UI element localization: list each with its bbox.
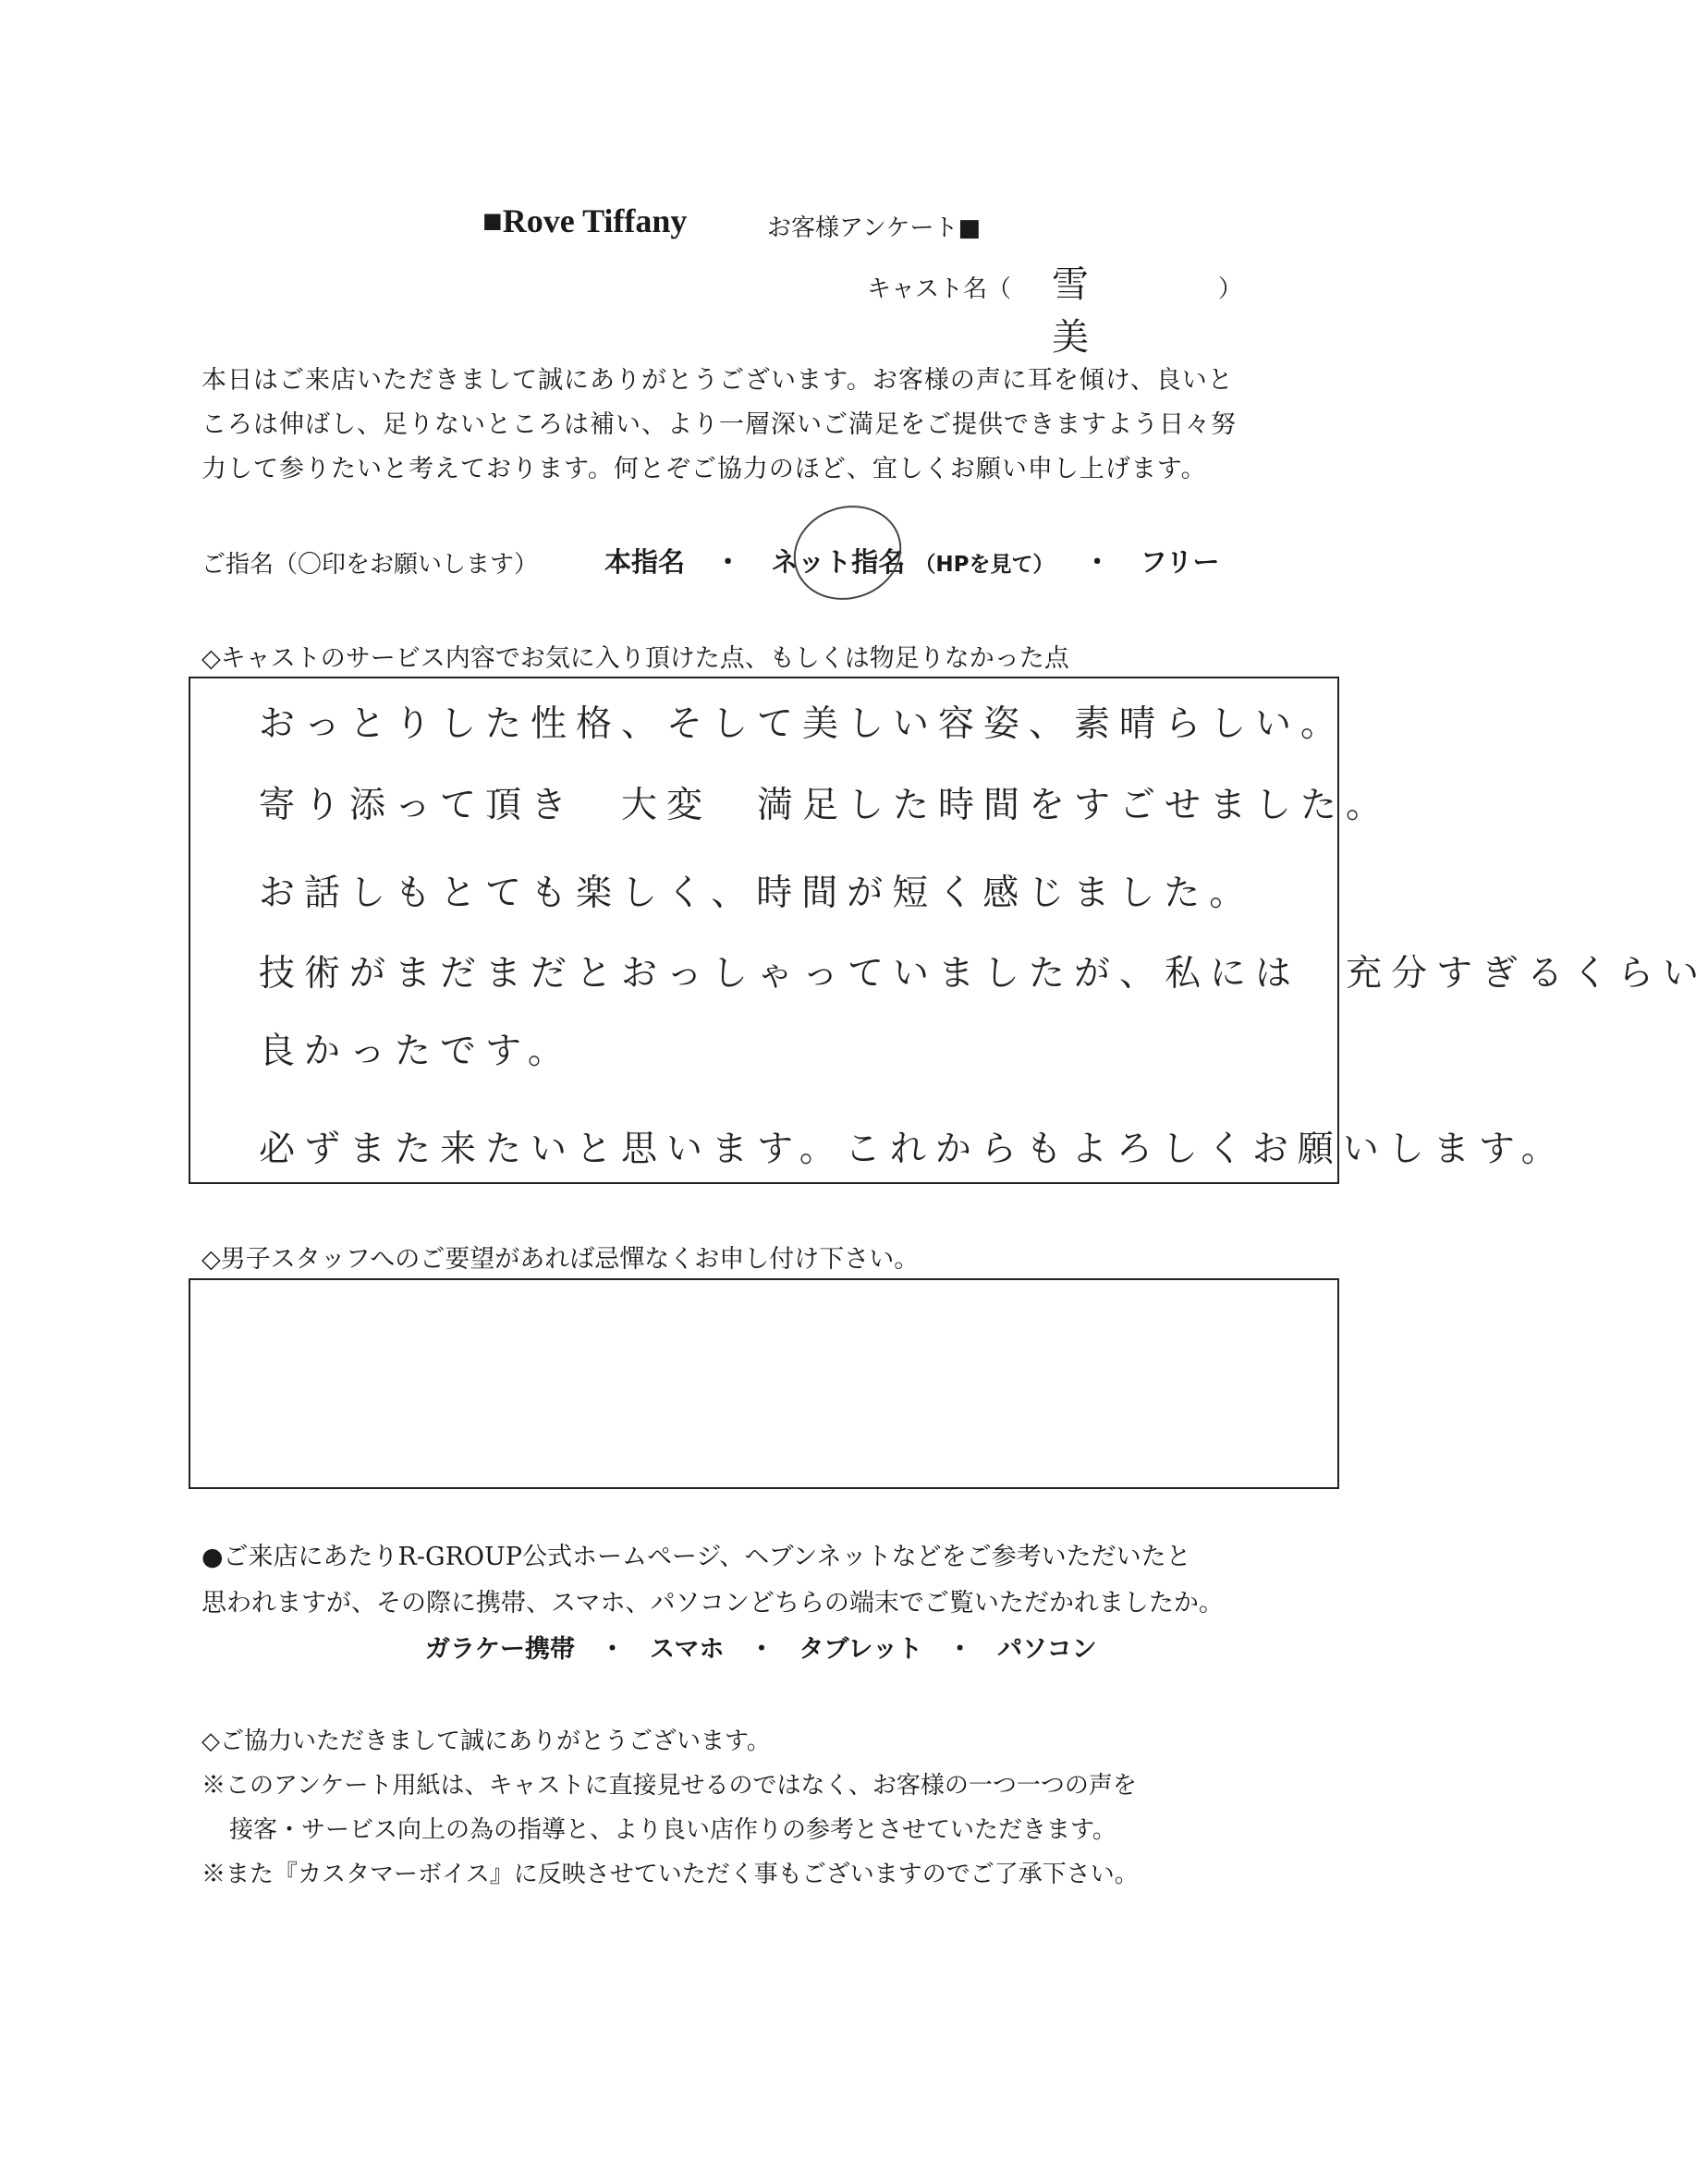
closing-line: 接客・サービス向上の為の指導と、より良い店作りの参考とさせていただきます。 (229, 1816, 1116, 1844)
survey-subtitle: お客様アンケート■ (767, 214, 982, 242)
option-honshimei: 本指名 (604, 546, 686, 578)
option-net-note: （HPを見て） (914, 553, 1055, 577)
handwritten-line: おっとりした性格、そして美しい容姿、素晴らしい。 (259, 703, 1347, 745)
closing-line: ※また『カスタマーボイス』に反映させていただく事もございますのでご了承下さい。 (201, 1861, 1139, 1888)
cast-name-label: キャスト名（ (867, 275, 1012, 303)
intro-line: 力して参りたいと考えております。何とぞご協力のほど、宜しくお願い申し上げます。 (201, 455, 1207, 483)
handwritten-line: お話しもとても楽しく、時間が短く感じました。 (259, 873, 1255, 914)
brand-title: ■Rove Tiffany (482, 202, 688, 239)
closing-line: ◇ご協力いただきまして誠にありがとうございます。 (201, 1728, 771, 1755)
cast-name-handwritten: 雪美 (1052, 263, 1089, 359)
cast-name-close: ） (1218, 275, 1243, 303)
device-question (201, 1534, 1348, 1627)
handwritten-line: 技術がまだまだとおっしゃっていましたが、私には 充分すぎるくらい (259, 953, 1708, 995)
section2-label: ◇男子スタッフへのご要望があれば忌憚なくお申し付け下さい。 (201, 1245, 920, 1274)
separator-dot: ・ (714, 546, 742, 578)
section1-label: ◇キャストのサービス内容でお気に入り頂けた点、もしくは物足りなかった点 (201, 644, 1069, 673)
handwritten-line: 良かったです。 (259, 1031, 573, 1072)
handwritten-line: 寄り添って頂き 大変 満足した時間をすごせました。 (259, 785, 1392, 826)
device-question-line: ●ご来店にあたりR-GROUP公式ホームページ、ヘブンネットなどをご参考いただいたと (201, 1543, 1191, 1571)
feedback-box-staff (189, 1278, 1339, 1489)
option-free: フリー (1140, 546, 1220, 578)
separator-dot: ・ (1083, 546, 1111, 578)
intro-line: 本日はご来店いただきまして誠にありがとうございます。お客様の声に耳を傾け、良いと (201, 366, 1234, 395)
nomination-label: ご指名（〇印をお願いします） (201, 551, 539, 579)
device-question-line: 思われますが、その際に携帯、スマホ、パソコンどちらの端末でご覧いただかれましたか。 (201, 1589, 1224, 1618)
closing-line: ※このアンケート用紙は、キャストに直接見せるのではなく、お客様の一つ一つの声を (201, 1772, 1137, 1800)
nomination-options (604, 542, 1220, 580)
option-net-shimei: ネット指名 (771, 546, 906, 578)
closing-notes (201, 1719, 1348, 1897)
cast-name-field (867, 263, 1243, 359)
intro-line: ころは伸ばし、足りないところは補い、より一層深いご満足をご提供できますよう日々努 (201, 410, 1237, 439)
nomination-row (201, 545, 1311, 580)
feedback-box-cast (189, 677, 1339, 1184)
device-options: ガラケー携帯 ・ スマホ ・ タブレット ・ パソコン (425, 1635, 1097, 1664)
handwritten-line: 必ずまた来たいと思います。これからもよろしくお願いします。 (259, 1129, 1567, 1170)
handwritten-circle-mark (781, 492, 913, 614)
intro-paragraph (201, 359, 1329, 492)
